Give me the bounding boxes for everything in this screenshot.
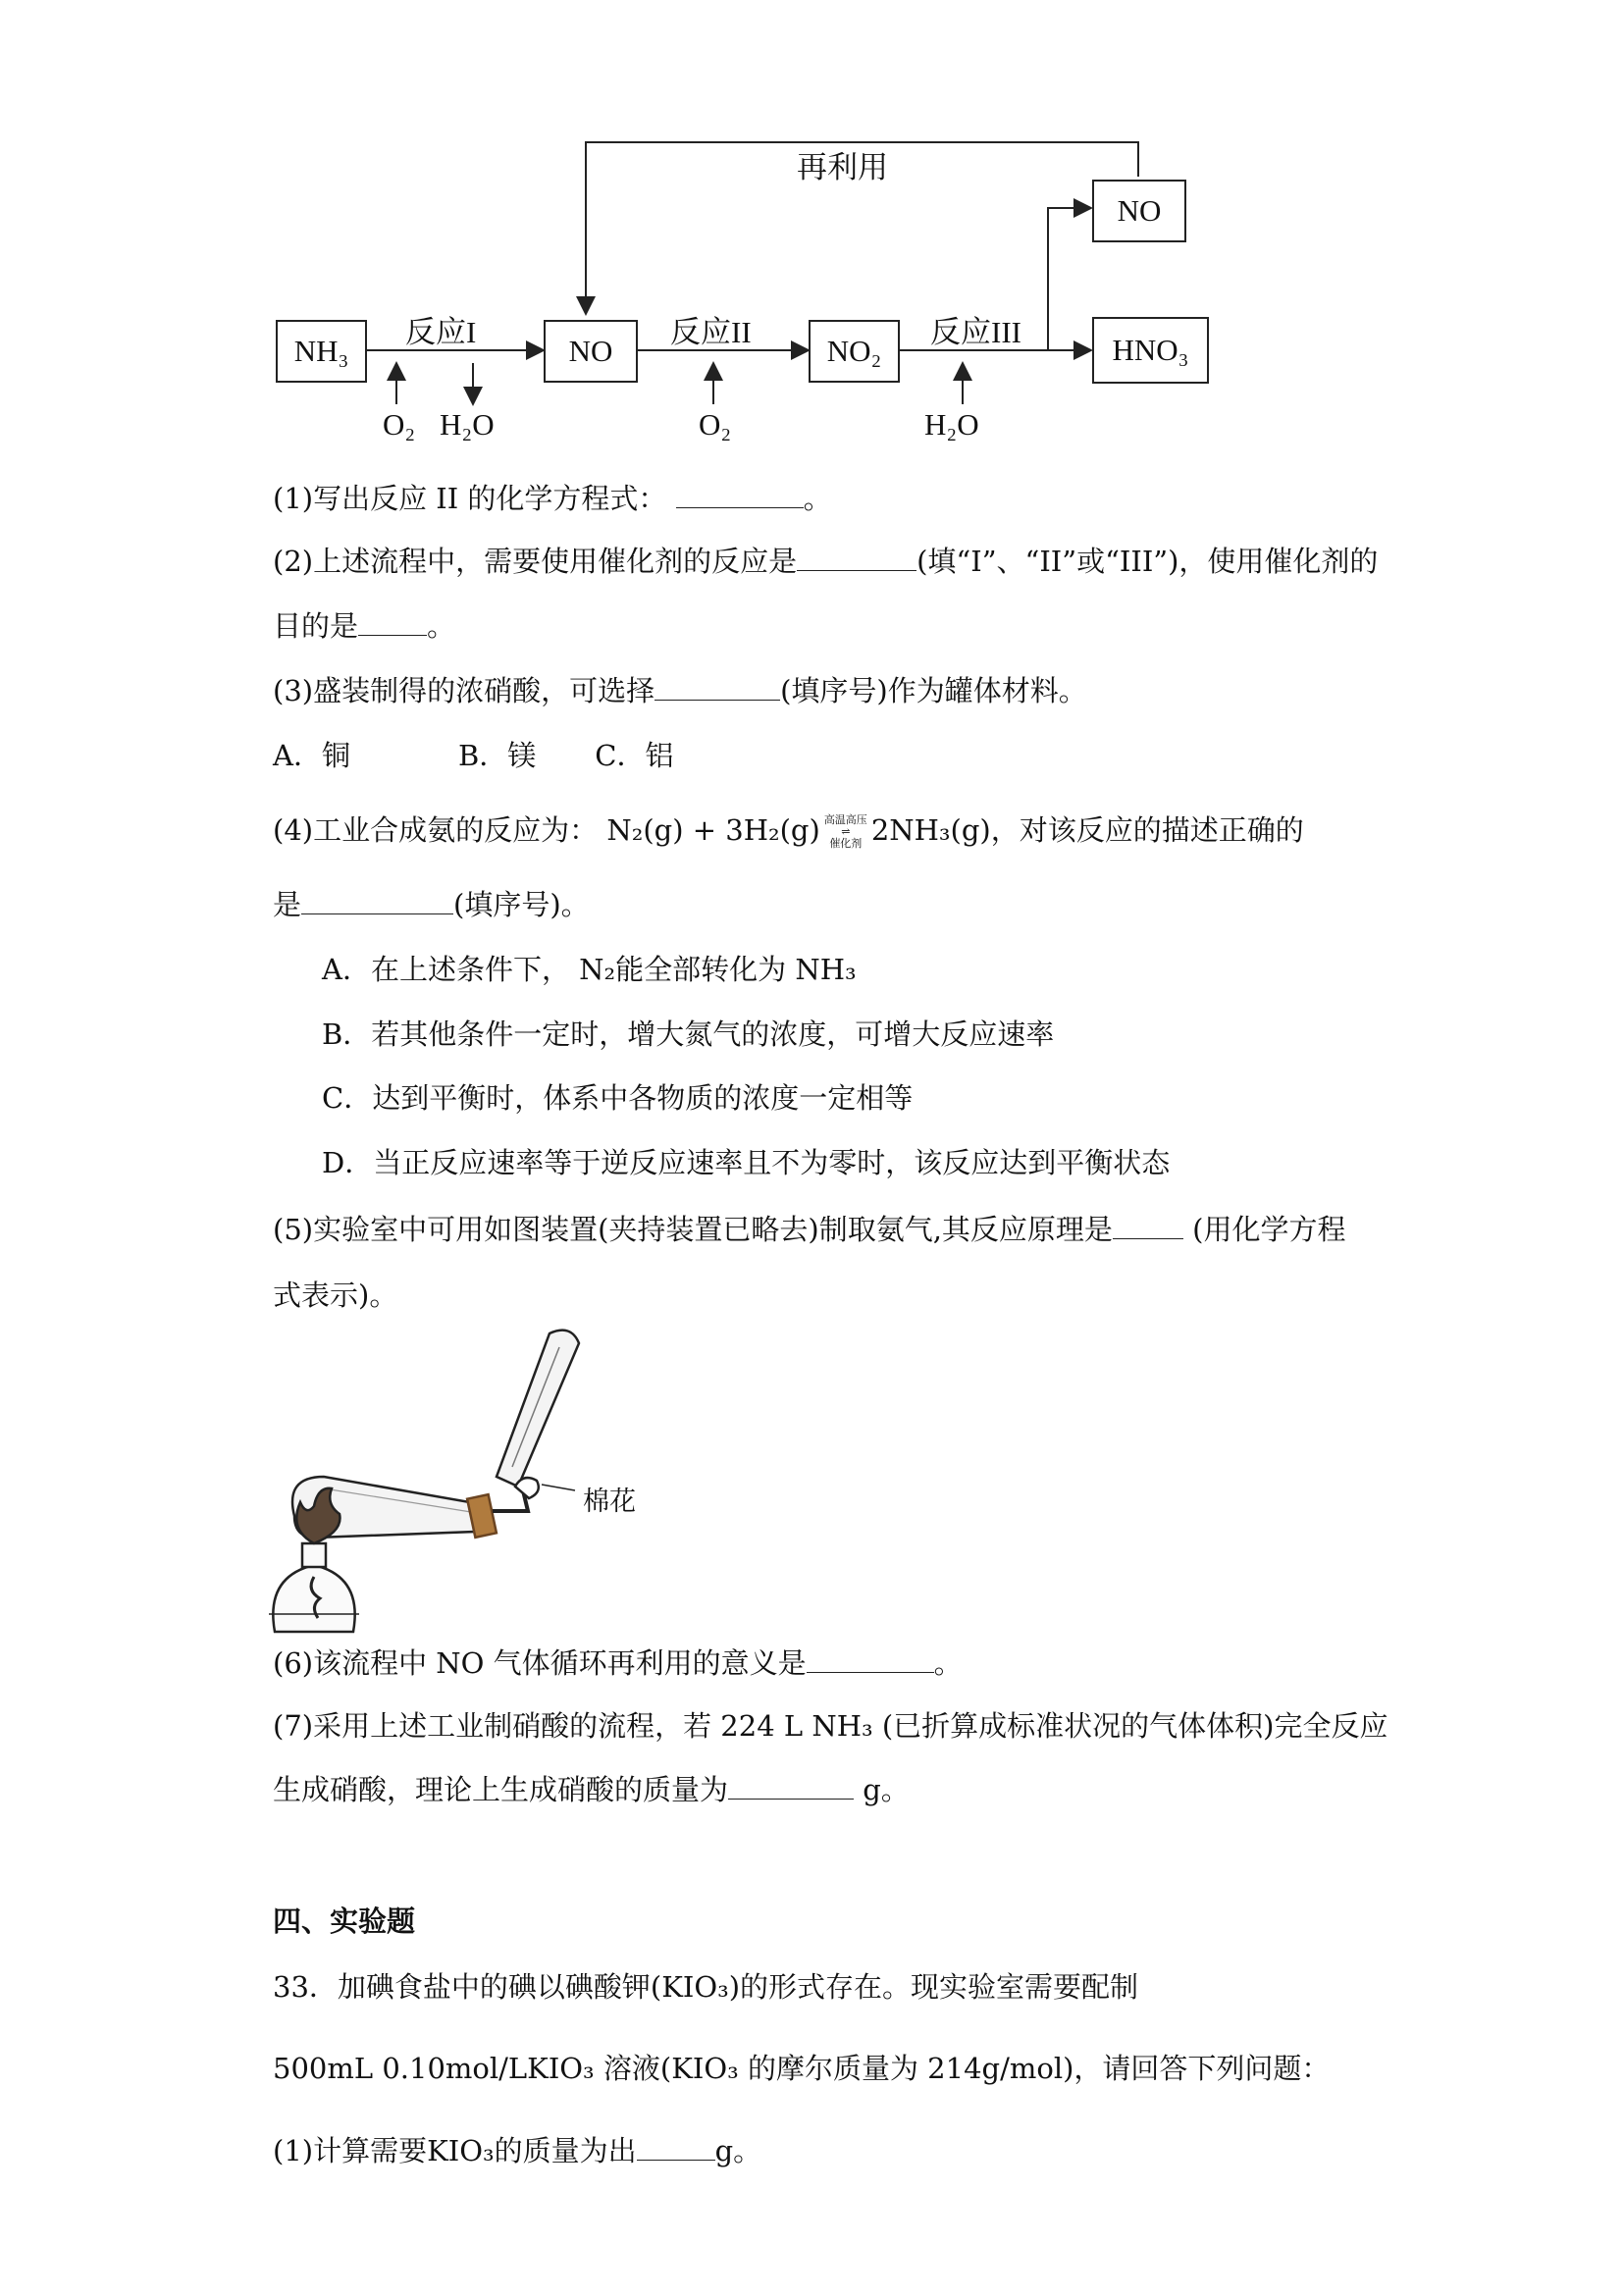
answer-blank-2a[interactable] xyxy=(797,543,916,571)
input-o2-1: O₂ xyxy=(383,407,416,442)
question-4-cont: 是 (填序号)。 xyxy=(273,888,590,921)
question-5-cont: 式表示)。 xyxy=(273,1278,398,1312)
answer-blank-4[interactable] xyxy=(301,886,453,914)
answer-blank-6[interactable] xyxy=(807,1644,934,1673)
answer-blank-7[interactable] xyxy=(728,1771,854,1800)
option-b: B．镁 xyxy=(457,739,537,772)
reuse-label: 再利用 xyxy=(797,150,888,184)
option-a: A．铜 xyxy=(273,739,350,772)
reaction-3-label: 反应III xyxy=(930,315,1021,349)
question-1: (1)写出反应 II 的化学方程式： 。 xyxy=(273,482,832,515)
answer-blank-2b[interactable] xyxy=(358,607,427,636)
flow-arrows xyxy=(0,0,1623,461)
box-nh3: NH₃ xyxy=(276,320,367,383)
box-no: NO xyxy=(544,320,638,383)
cotton-label: 棉花 xyxy=(583,1487,636,1516)
question-2: (2)上述流程中，需要使用催化剂的反应是 (填“I”、“II”或“III”)，使用催化剂的 xyxy=(273,545,1379,578)
question-6: (6)该流程中 NO 气体循环再利用的意义是 。 xyxy=(273,1646,963,1680)
box-hno3: HNO₃ xyxy=(1092,317,1209,384)
answer-blank-5[interactable] xyxy=(1113,1211,1183,1239)
reaction-2-label: 反应II xyxy=(670,315,752,349)
question-4-option-b: B．若其他条件一定时，增大氮气的浓度，可增大反应速率 xyxy=(322,1018,1055,1051)
option-c: C．铝 xyxy=(595,739,674,772)
input-o2-2: O₂ xyxy=(699,407,732,442)
question-33-sub-1: (1)计算需要KIO₃的质量为出 g。 xyxy=(273,2134,762,2167)
question-3-options xyxy=(273,736,673,775)
question-4-option-d: D．当正反应速率等于逆反应速率且不为零时，该反应达到平衡状态 xyxy=(322,1146,1171,1179)
question-4-option-c: C．达到平衡时，体系中各物质的浓度一定相等 xyxy=(322,1081,914,1115)
question-4-option-a: A．在上述条件下， N₂能全部转化为 NH₃ xyxy=(322,953,857,986)
question-7: (7)采用上述工业制硝酸的流程，若 224 L NH₃ (已折算成标准状况的气体体积)完全反应 xyxy=(273,1709,1388,1743)
question-3: (3)盛装制得的浓硝酸，可选择 (填序号)作为罐体材料。 xyxy=(273,674,1087,707)
question-4: (4)工业合成氨的反应为： N₂(g) + 3H₂(g) 高温高压 ⇌ 催化剂 2NH₃(g)，对该反应的描述正确的 xyxy=(273,813,1304,850)
ammonia-apparatus-image xyxy=(265,1320,657,1634)
question-5: (5)实验室中可用如图装置(夹持装置已略去)制取氨气,其反应原理是 (用化学方程 xyxy=(273,1213,1346,1246)
input-h2o-3: H₂O xyxy=(924,407,979,442)
section-title: 四、实验题 xyxy=(273,1905,416,1938)
question-33-line-2: 500mL 0.10mol/LKIO₃ 溶液(KIO₃ 的摩尔质量为 214g/mol)，请回答下列问题： xyxy=(273,2052,1331,2085)
question-7-cont: 生成硝酸，理论上生成硝酸的质量为 g。 xyxy=(273,1773,910,1806)
answer-blank-1[interactable] xyxy=(676,480,804,508)
equation-left: N₂(g) + 3H₂(g) xyxy=(606,813,820,847)
output-h2o-1: H₂O xyxy=(440,407,495,442)
answer-blank-3[interactable] xyxy=(654,672,780,701)
answer-blank-33-1[interactable] xyxy=(637,2132,715,2161)
box-no-top: NO xyxy=(1092,180,1186,242)
reaction-1-label: 反应I xyxy=(405,315,477,349)
equation-right: 2NH₃(g)，对该反应的描述正确的 xyxy=(870,813,1304,847)
question-2-cont: 目的是 。 xyxy=(273,609,456,643)
box-no2: NO₂ xyxy=(809,320,900,383)
question-33-line-1: 33．加碘食盐中的碘以碘酸钾(KIO₃)的形式存在。现实验室需要配制 xyxy=(273,1970,1139,2004)
equation-condition: 高温高压 ⇌ 催化剂 xyxy=(823,813,867,850)
